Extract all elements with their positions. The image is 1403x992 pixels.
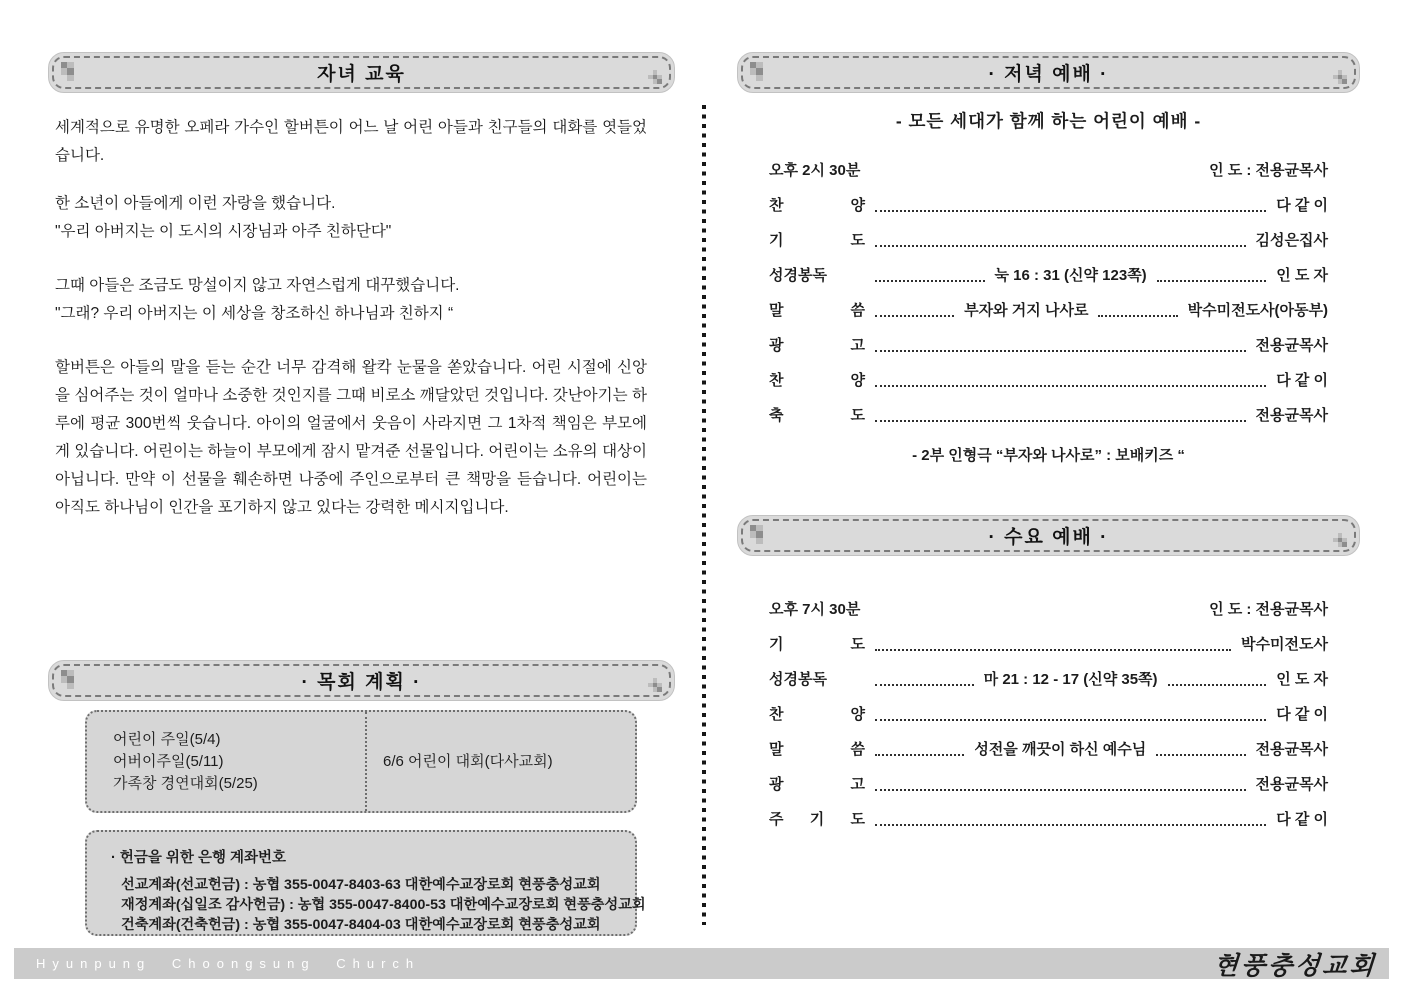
dotted-leader — [1157, 280, 1267, 282]
header-dashed-border — [52, 664, 671, 697]
worship-time-row — [769, 164, 1328, 180]
account-line: 선교계좌(선교헌금) : 농협 355-0047-8403-63 대한예수교장로회 현풍충성교회 — [121, 877, 601, 893]
plan-schedule-box — [85, 710, 637, 813]
dotted-leader — [875, 754, 964, 756]
worship-time: 오후 7시 30분 — [769, 601, 861, 618]
worship-row-label: 기 도 — [769, 232, 865, 249]
worship-row — [769, 199, 1328, 215]
evening-worship-subtitle: - 모든 세대가 함께 하는 어린이 예배 - — [895, 111, 1202, 131]
section-header-plan — [48, 660, 675, 701]
plan-may-events — [87, 712, 367, 811]
worship-row — [769, 409, 1328, 425]
dotted-leader — [875, 315, 954, 317]
checker-decoration-icon — [648, 678, 662, 692]
worship-row-right: 박수미전도사 — [1241, 636, 1328, 653]
plan-item: 어버이주일(5/11) — [113, 752, 224, 770]
dotted-leader — [875, 280, 985, 282]
worship-row-right: 다 같 이 — [1276, 197, 1328, 214]
footer-bar — [14, 948, 1389, 979]
worship-row-center: 마 21 : 12 - 17 (신약 35쪽) — [983, 671, 1158, 688]
worship-time-row — [769, 603, 1328, 619]
plan-title: · 목회 계획 · — [301, 672, 422, 693]
worship-row — [769, 813, 1328, 829]
education-paragraph: 한 소년이 아들에게 이런 자랑을 했습니다. — [55, 195, 336, 212]
dotted-leader — [875, 350, 1246, 352]
education-paragraph: "우리 아버지는 이 도시의 시장님과 아주 친하단다" — [55, 223, 392, 240]
worship-row-label: 말 씀 — [769, 741, 865, 758]
worship-row-label: 기 도 — [769, 636, 865, 653]
footer-church-name-kr: 현풍충성교회 — [1212, 950, 1378, 980]
checker-decoration-icon — [1333, 533, 1347, 547]
footer-church-name-en: Hyunpung Choongsung Church — [36, 956, 421, 971]
section-header-evening-worship — [737, 52, 1360, 93]
education-body — [55, 114, 647, 522]
account-heading: · 헌금을 위한 은행 계좌번호 — [111, 850, 287, 866]
evening-worship-title: · 저녁 예배 · — [988, 64, 1109, 85]
wednesday-worship-title: · 수요 예배 · — [988, 527, 1109, 548]
worship-row-right: 전용균목사 — [1255, 776, 1328, 793]
account-line: 재정계좌(십일조 감사헌금) : 농협 355-0047-8400-53 대한예수교장로회 현풍충성교회 — [121, 897, 646, 913]
worship-row-center: 눅 16 : 31 (신약 123쪽) — [994, 267, 1147, 284]
worship-row — [769, 269, 1328, 285]
puppet-show-note: - 2부 인형극 “부자와 나사로” : 보배키즈 “ — [912, 447, 1185, 464]
bank-account-box — [85, 830, 646, 936]
worship-row — [769, 673, 1328, 689]
worship-row-right: 다 같 이 — [1276, 372, 1328, 389]
worship-row-label: 찬 양 — [769, 372, 865, 389]
worship-row-label: 광 고 — [769, 337, 865, 354]
worship-row-right: 전용균목사 — [1255, 337, 1328, 354]
header-dashed-border — [741, 56, 1356, 89]
dotted-leader — [1156, 754, 1245, 756]
worship-row-right: 인 도 자 — [1276, 671, 1329, 688]
worship-row-label: 주 기 도 — [769, 811, 865, 828]
worship-row-right: 전용균목사 — [1255, 407, 1328, 424]
worship-row — [769, 708, 1328, 724]
dotted-leader — [875, 420, 1246, 422]
dotted-leader — [875, 684, 974, 686]
checker-decoration-icon — [1333, 70, 1347, 84]
checker-decoration-icon — [648, 70, 662, 84]
dotted-leader — [875, 789, 1246, 791]
worship-row-label: 광 고 — [769, 776, 865, 793]
education-paragraph: 세계적으로 유명한 오페라 가수인 할버튼이 어느 날 어린 아들과 친구들의 대화를 엿들었습니다. — [55, 119, 647, 164]
worship-row-center: 성전을 깨끗이 하신 예수님 — [974, 741, 1147, 758]
dotted-leader — [1168, 684, 1267, 686]
worship-row — [769, 374, 1328, 390]
education-title: 자녀 교육 — [317, 64, 406, 85]
worship-time: 오후 2시 30분 — [769, 162, 861, 179]
worship-row-right: 김성은집사 — [1255, 232, 1328, 249]
worship-row — [769, 234, 1328, 250]
section-header-education — [48, 52, 675, 93]
education-paragraph: "그래? 우리 아버지는 이 세상을 창조하신 하나님과 친하지 “ — [55, 305, 454, 322]
worship-row-center: 부자와 거지 나사로 — [964, 302, 1089, 319]
plan-item: 가족창 경연대회(5/25) — [113, 774, 258, 792]
worship-row — [769, 638, 1328, 654]
education-paragraph: 할버튼은 아들의 말을 듣는 순간 너무 감격해 왈칵 눈물을 쏟았습니다. 어린 시절에 신앙을 심어주는 것이 얼마나 소중한 것인지를 그때 비로소 깨달았던 것입니다. 갓난아기는 하루에 평균 300번씩 웃습니다. 아이의 얼굴에서 웃음이 사라지면 그 1차적 책임은 부모에게 있습니다. 어린이는 하늘이 부모에게 잠시 맡겨준 선물입니다. 어린이는 소유의 대상이 아닙니다. 만약 이 선물을 훼손하면 나중에 주인으로부터 큰 책망을 듣습니다. 어린이는 아직도 하나님이 인간을 포기하지 않고 있다는 강력한 메시지입니다. — [55, 359, 647, 516]
worship-row-label: 말 씀 — [769, 302, 865, 319]
header-dashed-border — [741, 519, 1356, 552]
plan-item: 6/6 어린이 대회(다사교회) — [383, 752, 553, 770]
plan-june-events — [367, 712, 635, 811]
worship-row-label: 성경봉독 — [769, 267, 827, 284]
dotted-leader — [875, 719, 1266, 721]
education-paragraph: 그때 아들은 조금도 망설이지 않고 자연스럽게 대꾸했습니다. — [55, 277, 460, 294]
worship-row — [769, 304, 1328, 320]
dotted-leader — [875, 210, 1266, 212]
dotted-leader — [875, 649, 1231, 651]
dotted-leader — [1098, 315, 1177, 317]
worship-leader: 인 도 : 전용균목사 — [1209, 601, 1328, 618]
worship-row-right: 전용균목사 — [1255, 741, 1329, 758]
worship-row-label: 찬 양 — [769, 706, 865, 723]
worship-row-right: 다 같 이 — [1276, 811, 1328, 828]
dotted-leader — [875, 824, 1266, 826]
worship-row — [769, 339, 1328, 355]
worship-row-right: 다 같 이 — [1276, 706, 1328, 723]
worship-row-right: 박수미전도사(아동부) — [1187, 302, 1329, 319]
worship-row — [769, 778, 1328, 794]
section-header-wednesday-worship — [737, 515, 1360, 556]
worship-row — [769, 743, 1328, 759]
worship-row-label: 축 도 — [769, 407, 865, 424]
account-line: 건축계좌(건축헌금) : 농협 355-0047-8404-03 대한예수교장로회 현풍충성교회 — [121, 917, 601, 933]
center-dotted-divider — [702, 105, 706, 925]
header-dashed-border — [52, 56, 671, 89]
dotted-leader — [875, 245, 1246, 247]
wednesday-worship-order — [737, 603, 1360, 848]
worship-row-label: 찬 양 — [769, 197, 865, 214]
evening-worship-order — [737, 108, 1360, 465]
dotted-leader — [875, 385, 1266, 387]
worship-row-right: 인 도 자 — [1276, 267, 1328, 284]
worship-leader: 인 도 : 전용균목사 — [1209, 162, 1328, 179]
plan-item: 어린이 주일(5/4) — [113, 730, 221, 748]
worship-row-label: 성경봉독 — [769, 671, 827, 688]
